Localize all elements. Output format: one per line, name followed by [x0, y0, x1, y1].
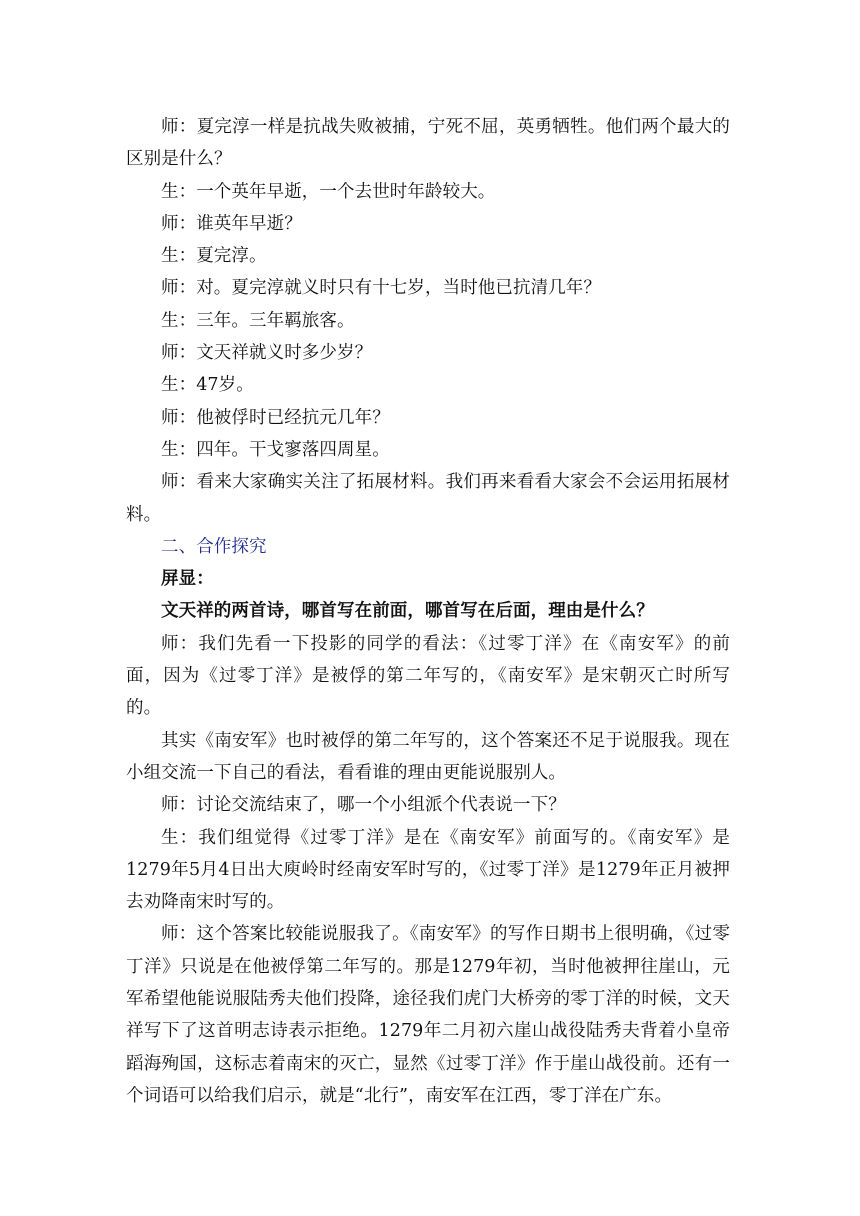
- dialogue-teacher-question-age: 师：文天祥就义时多少岁？: [161, 343, 373, 364]
- dialogue-teacher-not-convinced: 其实《南安军》也时被俘的第二年写的，这个答案还不足于说服我。现在小组交流一下自己的看法，看看谁的理由更能说服别人。: [126, 730, 730, 783]
- dialogue-student-answer-xia: 生：夏完淳。: [161, 246, 267, 267]
- dialogue-student-answer-three-years: 生：三年。三年羁旅客。: [161, 310, 355, 331]
- screen-display-label: 屏显：: [161, 569, 214, 590]
- dialogue-teacher-explanation: 师：这个答案比较能说服我了。《南安军》的写作日期书上很明确，《过零丁洋》只说是在他被俘第二年写的。那是1279年初，当时他被押往崖山，元军希望他能说服陆秀夫他们投降，途径我们虎门大桥旁的零丁洋的时候，文天祥写下了这首明志诗表示拒绝。1279年二月初六崖山战役陆秀夫背着小皇帝蹈海殉国，这标志着南宋的灭亡，显然《过零丁洋》作于崖山战役前。还有一个词语可以给我们启示，就是“北行”，南安军在江西，零丁洋在广东。: [126, 924, 730, 1106]
- dialogue-student-answer-four-years: 生：四年。干戈寥落四周星。: [161, 439, 390, 460]
- dialogue-teacher-projection-view: 师：我们先看一下投影的同学的看法：《过零丁洋》在《南安军》的前面，因为《过零丁洋》是被俘的第二年写的，《南安军》是宋朝灭亡时所写的。: [126, 633, 730, 719]
- section-heading-cooperative-inquiry: 二、合作探究: [161, 536, 267, 557]
- dialogue-teacher-comment-materials: 师：看来大家确实关注了拓展材料。我们再来看看大家会不会运用拓展材料。: [126, 472, 730, 525]
- dialogue-teacher-question-captured: 师：他被俘时已经抗元几年？: [161, 407, 390, 428]
- dialogue-teacher-question-difference: 师：夏完淳一样是抗战失败被捕，宁死不屈，英勇牺牲。他们两个最大的区别是什么？: [126, 117, 730, 170]
- dialogue-student-group-answer: 生：我们组觉得《过零丁洋》是在《南安军》前面写的。《南安军》是1279年5月4日出大庾岭时经南安军时写的，《过零丁洋》是1279年正月被押去劝降南宋时写的。: [126, 827, 730, 913]
- screen-display-question: 文天祥的两首诗，哪首写在前面，哪首写在后面，理由是什么？: [161, 601, 654, 622]
- dialogue-student-answer-47: 生：47岁。: [161, 375, 254, 396]
- document-body: [126, 111, 730, 1112]
- dialogue-teacher-ask-representative: 师：讨论交流结束了，哪一个小组派个代表说一下？: [161, 795, 566, 816]
- dialogue-student-answer-age: 生：一个英年早逝，一个去世时年龄较大。: [161, 181, 496, 202]
- dialogue-teacher-question-years: 师：对。夏完淳就义时只有十七岁，当时他已抗清几年？: [161, 278, 601, 299]
- dialogue-teacher-question-who: 师：谁英年早逝？: [161, 213, 302, 234]
